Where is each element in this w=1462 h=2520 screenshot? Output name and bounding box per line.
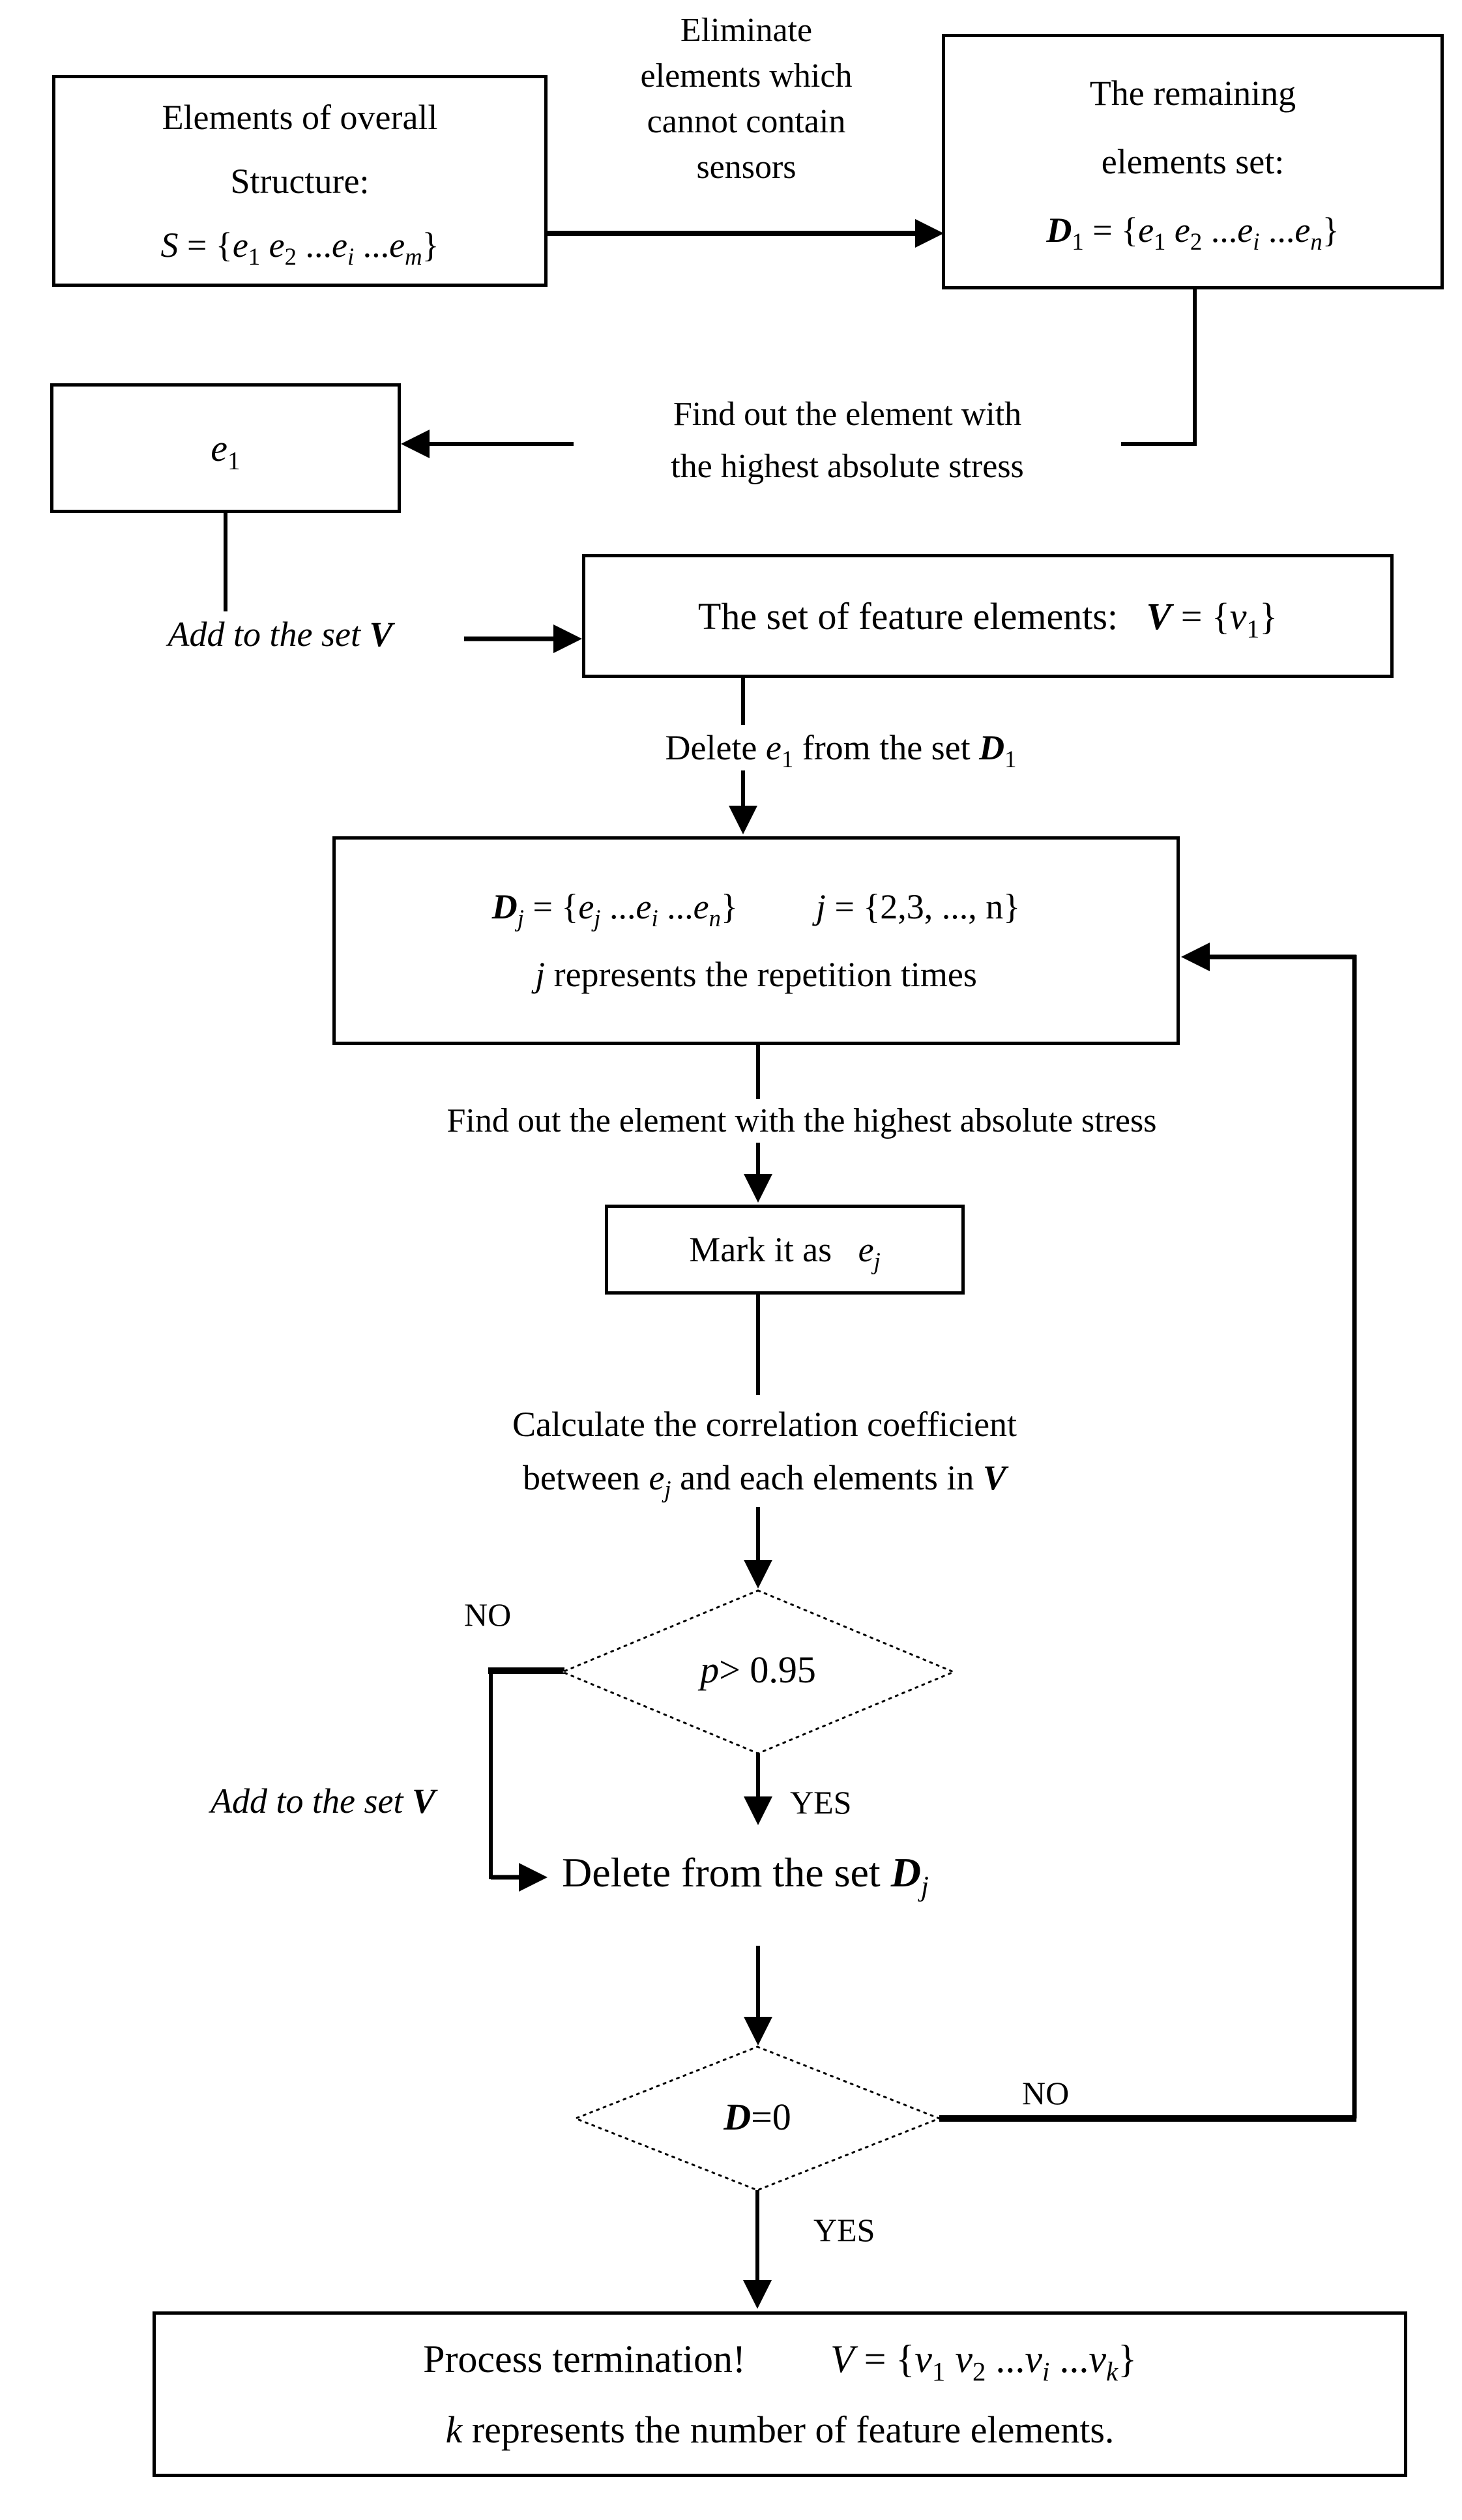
d-decision-yes-label: YES (813, 2212, 875, 2248)
structure-line1: Elements of overall (162, 97, 438, 137)
edge-label-find-highest-2: Find out the element with the highest absolute stress (326, 1099, 1278, 1143)
edge-label-calc-correlation: Calculate the correlation coefficient between $e_j$ and each elements in V (465, 1395, 1064, 1507)
flow-node-feature-set (582, 554, 1394, 678)
edge-label-add-to-v-2: Add to the set V (211, 1781, 435, 1821)
mark-formula: Mark it as $e_j$ (689, 1230, 881, 1274)
d-decision-no-label: NO (1022, 2075, 1070, 2111)
remaining-formula: $D_1 = \{e_1$ $e_2$ $...e_i$ $...e_n$} (1046, 210, 1339, 255)
flow-node-mark (605, 1205, 965, 1295)
flow-node-dj (332, 836, 1180, 1045)
p-decision-yes-label: YES (790, 1784, 852, 1821)
d-decision-text: D=0 (724, 2096, 791, 2138)
flow-node-structure (52, 75, 548, 287)
feature-set-formula: The set of feature elements: $V = \{v_1\}$ (697, 594, 1278, 643)
arrowhead-left-icon (1181, 943, 1210, 971)
termination-text: Process termination! (423, 2337, 746, 2381)
edge-label-delete-e1: Delete $e_1$ from the set $D_1$ (619, 725, 1062, 770)
arrowhead-right-icon (519, 1863, 548, 1892)
arrowhead-right-icon (553, 624, 582, 653)
p-decision-text: p> 0.95 (700, 1648, 816, 1691)
arrowhead-down-icon (744, 2017, 772, 2045)
termination-formula: $V = \{v_1$ $v_2$ $...v_i$ $...v_k$} (830, 2337, 1137, 2386)
edge-label-add-to-v-1: Add to the set V (168, 615, 393, 654)
flow-node-termination (153, 2311, 1407, 2477)
arrowhead-down-icon (744, 1796, 772, 1825)
edge-label-eliminate: Eliminate elements which cannot contain sensors (640, 12, 853, 186)
remaining-line1: The remaining (1089, 73, 1296, 113)
edge-label-find-highest-1: Find out the element with the highest absolute stress (574, 386, 1121, 495)
flow-node-e1 (50, 383, 401, 513)
remaining-line2: elements set: (1101, 141, 1285, 181)
arrowhead-down-icon (744, 1174, 772, 1203)
dj-formula: $D_j = \{e_j$ $...e_i$ $...e_n$} (491, 887, 738, 931)
e1-formula: $e_1$ (211, 427, 241, 475)
arrowhead-down-icon (743, 2280, 772, 2309)
arrowhead-right-icon (915, 219, 944, 248)
structure-formula: $S = \{e_1$ $e_2$ $...e_i$ $...e_m$} (160, 225, 439, 270)
flow-node-remaining (942, 34, 1444, 289)
arrowhead-left-icon (401, 430, 430, 458)
edge-label-delete-dj: Delete from the set $D_j$ (562, 1849, 929, 1902)
arrowhead-down-icon (729, 806, 757, 834)
termination-caption: k represents the number of feature elements. (445, 2409, 1115, 2451)
dj-range: j = {2,3, ..., n} (815, 887, 1021, 926)
structure-line2: Structure: (230, 161, 370, 201)
dj-caption: j represents the repetition times (535, 955, 977, 994)
p-decision-no-label: NO (464, 1596, 512, 1633)
arrowhead-down-icon (744, 1560, 772, 1589)
